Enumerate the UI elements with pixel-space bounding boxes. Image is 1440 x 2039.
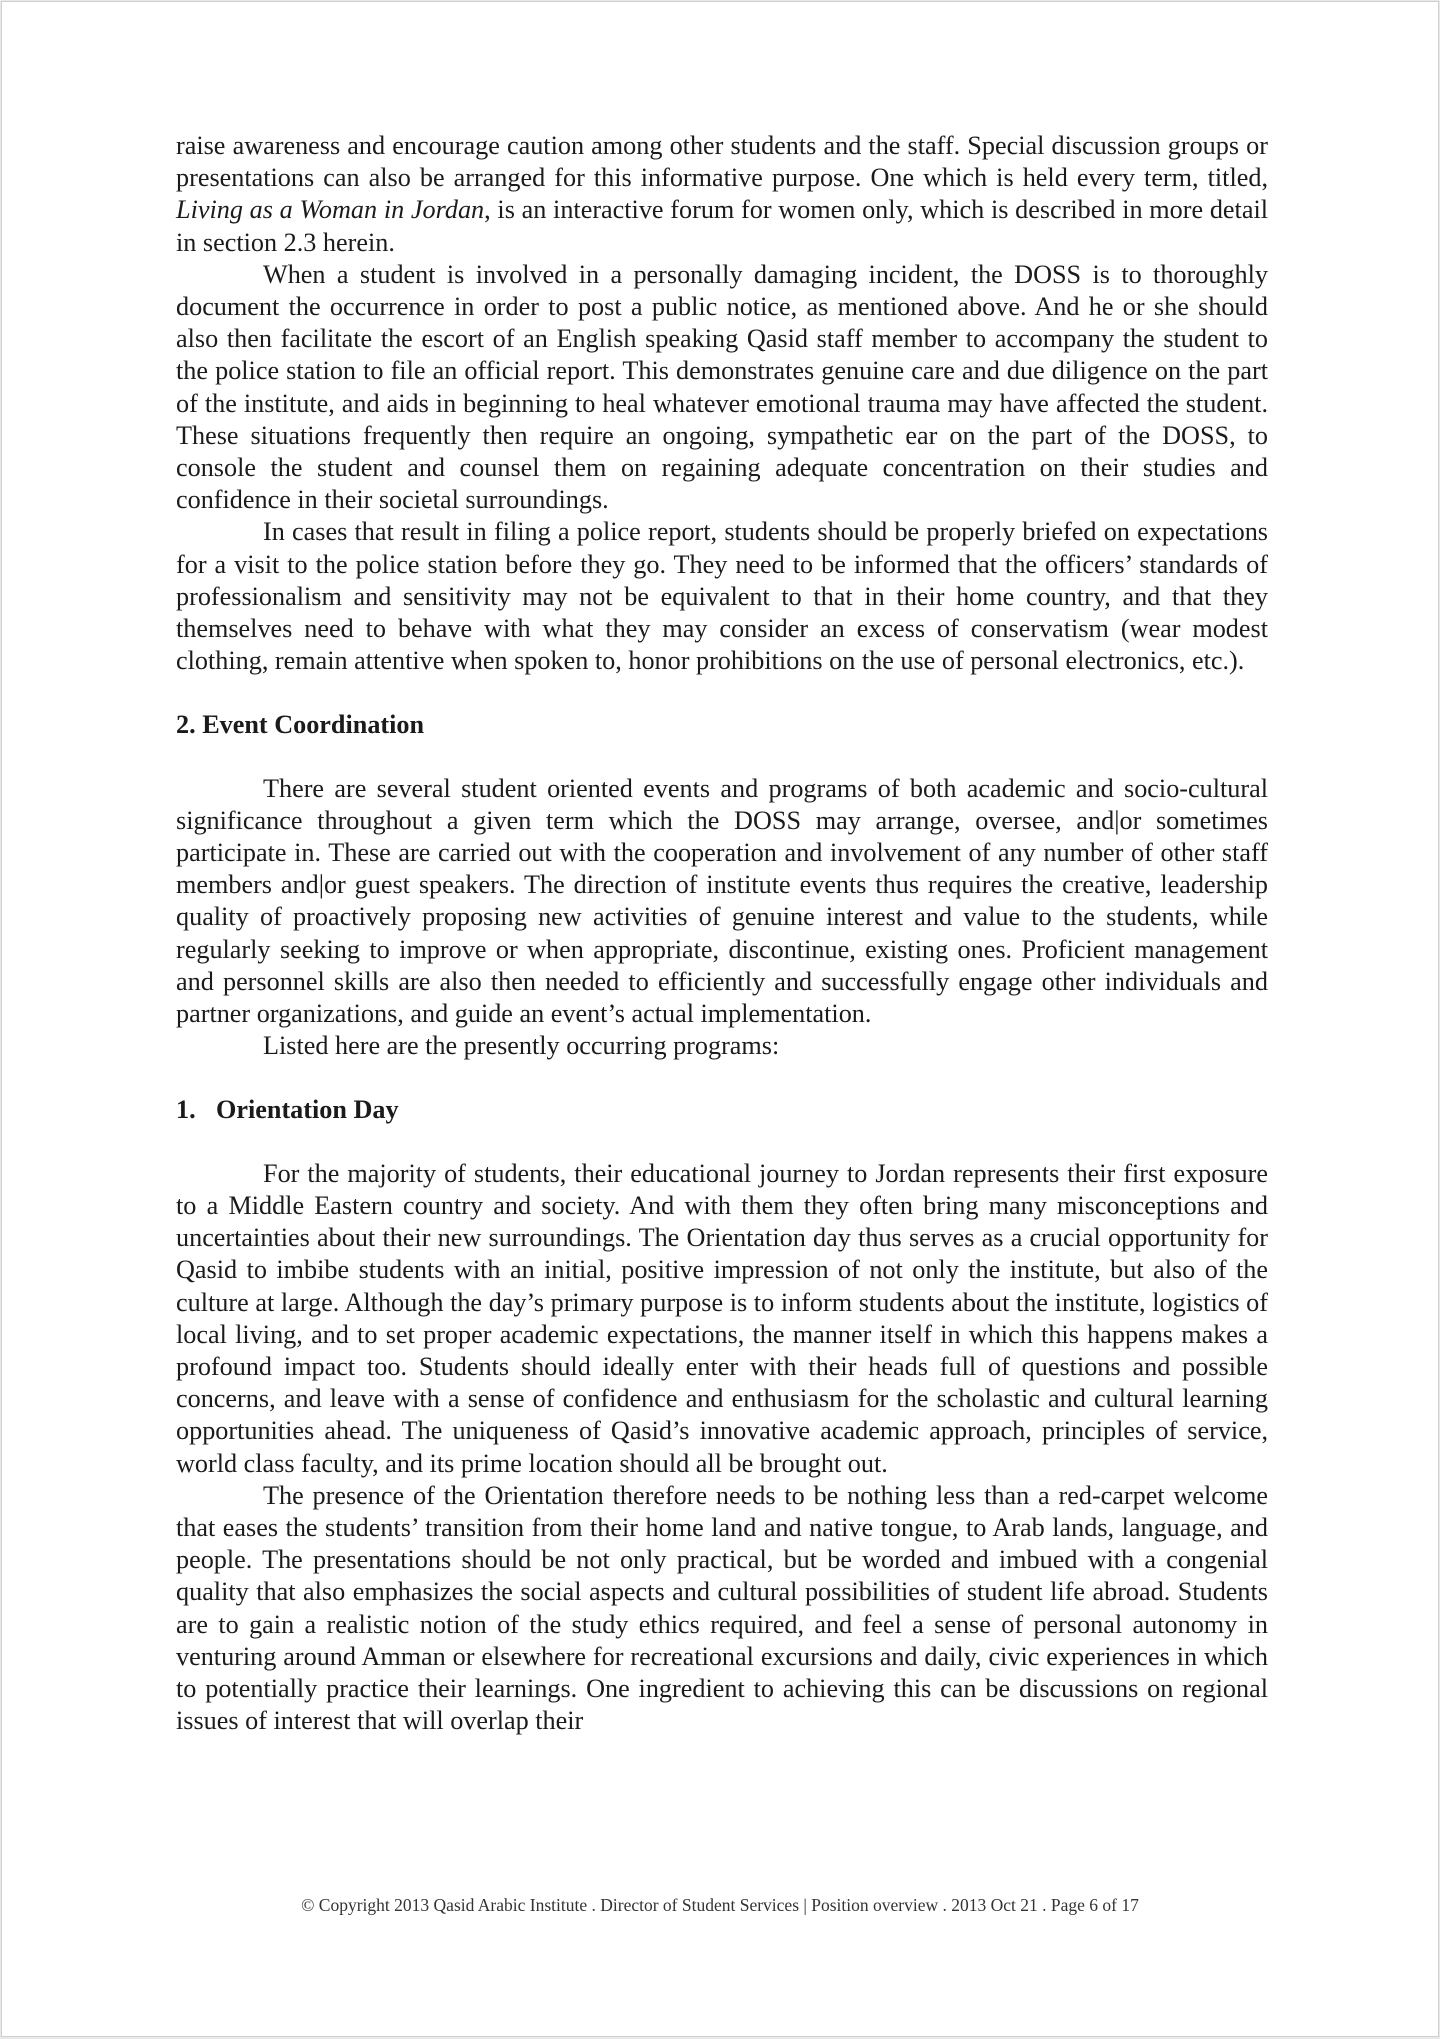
orientation-presence-paragraph: The presence of the Orientation therefore needs to be nothing less than a red-carpet welcome that eases the students’ transition from their home land and native tongue, to Arab lands, language, and people. The presentations should be not only practical, but be worded and imbued with a congenial quality that also emphasizes the social aspects and cultural possibilities of student life abroad. Students are to gain a realistic notion of the study ethics required, and feel a sense of personal autonomy in venturing around Amman or elsewhere for recreational excursions and daily, civic experiences in which to potentially practice their learnings. One ingredient to achieving this can be discussions on regional issues of interest that will overlap their — [176, 1480, 1268, 1736]
intro-text-after: , is an interactive forum for women only, which is described in more detail in section 2.3 herein. — [176, 195, 1268, 257]
orientation-paragraph: For the majority of students, their educational journey to Jordan represents their first exposure to a Middle Eastern country and society. And with them they often bring many misconceptions and uncertainties about their new surroundings. The Orientation day thus serves as a crucial opportunity for Qasid to imbibe students with an initial, positive impression of not only the institute, but also of the culture at large. Although the day’s primary purpose is to inform students about the institute, logistics of local living, and to set proper academic expectations, the manner itself in which this happens makes a profound impact too. Students should ideally enter with their heads full of questions and possible concerns, and leave with a sense of confidence and enthusiasm for the scholastic and cultural learning opportunities ahead. The uniqueness of Qasid’s innovative academic approach, principles of service, world class faculty, and its prime location should all be brought out. — [176, 1158, 1268, 1478]
events-paragraph: There are several student oriented events and programs of both academic and socio-cultural significance throughout a given term which the DOSS may arrange, oversee, and|or sometimes participate in. These are carried out with the cooperation and involvement of any number of other staff members and|or guest speakers. The direction of institute events thus requires the creative, leadership quality of proactively proposing new activities of genuine interest and value to the students, while regularly seeking to improve or when appropriate, discontinue, existing ones. Proficient management and personnel skills are also then needed to efficiently and successfully engage other individuals and partner organizations, and guide an event’s actual implementation. — [176, 773, 1268, 1029]
document-page — [1, 1, 1439, 2037]
intro-paragraph — [176, 130, 1268, 259]
page-body — [176, 130, 1268, 1737]
programs-intro-paragraph: Listed here are the presently occurring programs: — [263, 1031, 780, 1061]
subheading-title: Orientation Day — [216, 1095, 399, 1125]
section-heading-event-coordination: 2. Event Coordination — [176, 710, 425, 740]
subheading-orientation-day — [176, 1094, 1268, 1126]
forum-title: Living as a Woman in Jordan — [176, 195, 485, 225]
intro-text-before: raise awareness and encourage caution among other students and the staff. Special discussion groups or presentations can also be arranged for this informative purpose. One which is held every term, titled, — [176, 131, 1268, 193]
police-report-paragraph: In cases that result in filing a police report, students should be properly briefed on expectations for a visit to the police station before they go. They need to be informed that the officers’ standards of professionalism and sensitivity may not be equivalent to that in their home country, and that they themselves need to behave with what they may consider an excess of conservatism (wear modest clothing, remain attentive when spoken to, honor prohibitions on the use of personal electronics, etc.). — [176, 517, 1268, 676]
incident-paragraph: When a student is involved in a personally damaging incident, the DOSS is to thoroughly document the occurrence in order to post a public notice, as mentioned above. And he or she should also then facilitate the escort of an English speaking Qasid staff member to accompany the student to the police station to file an official report. This demonstrates genuine care and due diligence on the part of the institute, and aids in beginning to heal whatever emotional trauma may have affected the student. These situations frequently then require an ongoing, sympathetic ear on the part of the DOSS, to console the student and counsel them on regaining adequate concentration on their studies and confidence in their societal surroundings. — [176, 259, 1268, 515]
subheading-number: 1. — [176, 1095, 196, 1125]
page-footer: © Copyright 2013 Qasid Arabic Institute . Director of Student Services | Position overview . 2013 Oct 21 . Page 6 of 17 — [301, 1895, 1139, 1915]
